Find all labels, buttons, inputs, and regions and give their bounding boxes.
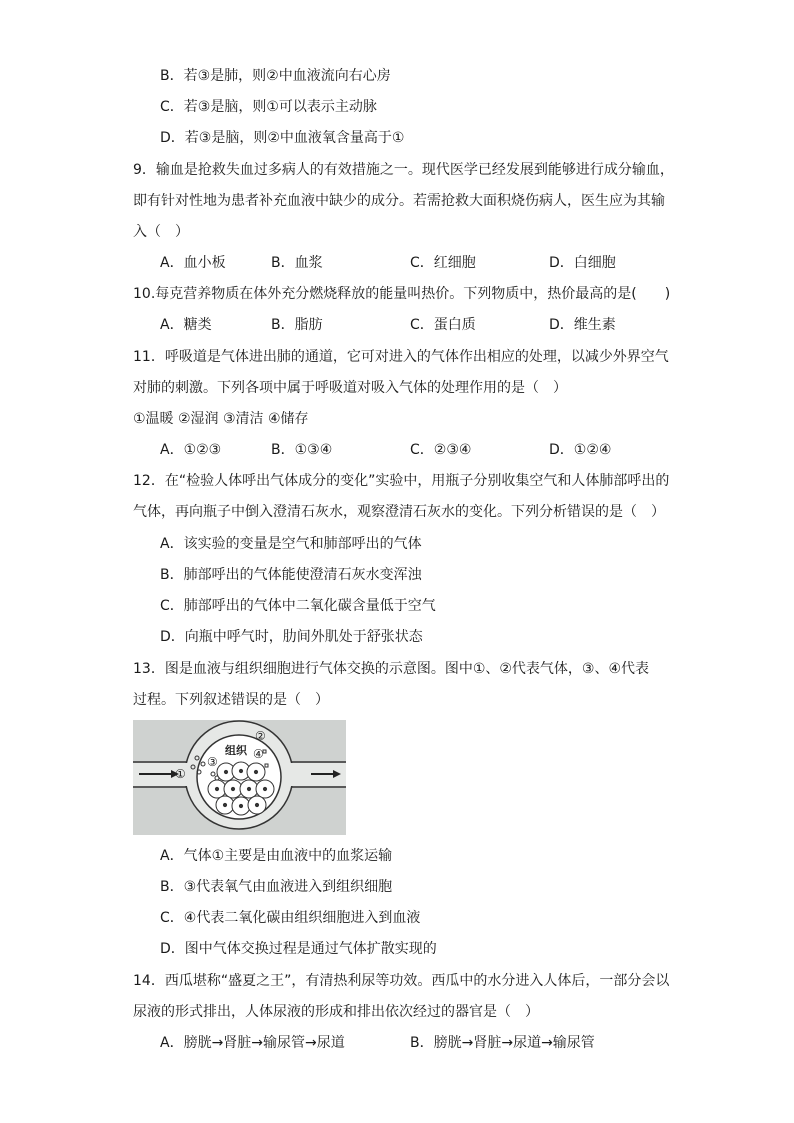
q9-options: [0, 253, 794, 273]
q9-stem-line2: 即有针对性地为患者补充血液中缺少的成分。若需抢救大面积烧伤病人，医生应为其输: [133, 193, 665, 209]
q10-stem: 10.每克营养物质在体外充分燃烧释放的能量叫热价。下列物质中，热价最高的是( ): [133, 286, 671, 302]
q13-stem-line1: 13．图是血液与组织细胞进行气体交换的示意图。图中①、②代表气体，③、④代表: [133, 661, 650, 677]
q14-option-a: A．膀胱→肾脏→输尿管→尿道: [160, 1035, 345, 1051]
q13-option-b: B．③代表氧气由血液进入到组织细胞: [160, 879, 393, 895]
q11-stem-line1: 11．呼吸道是气体进出肺的通道，它可对进入的气体作出相应的处理，以减少外界空气: [133, 349, 669, 365]
q11-option-c: C．②③④: [410, 442, 472, 458]
q13-option-a: A．气体①主要是由血液中的血浆运输: [160, 848, 393, 864]
label-tissue: 组织: [225, 744, 247, 757]
gas-exchange-diagram: [133, 720, 346, 835]
q9-stem-line3: 入（ ）: [133, 224, 189, 240]
q13-option-d: D．图中气体交换过程是通过气体扩散实现的: [160, 941, 437, 957]
label-gas-1: ①: [175, 767, 186, 781]
tissue-cells: [208, 762, 274, 815]
q8-option-c: C．若③是脑，则①可以表示主动脉: [160, 99, 377, 115]
q9-option-b: B．血浆: [271, 255, 323, 271]
q11-option-d: D．①②④: [549, 442, 612, 458]
q11-option-a: A．①②③: [160, 442, 222, 458]
q14-stem-line1: 14．西瓜堪称“盛夏之王”，有清热利尿等功效。西瓜中的水分进入人体后，一部分会以: [133, 973, 670, 989]
q8-option-d: D．若③是脑，则②中血液氧含量高于①: [160, 130, 405, 146]
q14-options: [0, 1033, 794, 1053]
q10-option-b: B．脂肪: [271, 317, 323, 333]
q11-choices: ①温暖 ②湿润 ③清洁 ④储存: [133, 411, 309, 427]
gas-exchange-figure: [133, 720, 346, 835]
label-process-3: ③: [207, 755, 218, 769]
q12-option-c: C．肺部呼出的气体中二氧化碳含量低于空气: [160, 598, 436, 614]
q9-option-a: A．血小板: [160, 255, 226, 271]
q12-option-d: D．向瓶中呼气时，肋间外肌处于舒张状态: [160, 629, 423, 645]
q14-option-b: B．膀胱→肾脏→尿道→输尿管: [410, 1035, 595, 1051]
q11-stem-line2: 对肺的刺激。下列各项中属于呼吸道对吸入气体的处理作用的是（ ）: [133, 380, 567, 396]
q9-option-d: D．白细胞: [549, 255, 616, 271]
q12-stem-line2: 气体，再向瓶子中倒入澄清石灰水，观察澄清石灰水的变化。下列分析错误的是（ ）: [133, 504, 665, 520]
q11-option-b: B．①③④: [271, 442, 333, 458]
q9-stem-line1: 9．输血是抢救失血过多病人的有效措施之一。现代医学已经发展到能够进行成分输血，: [133, 162, 674, 178]
q10-options: [0, 315, 794, 335]
q10-option-d: D．维生素: [549, 317, 616, 333]
q12-stem-line1: 12．在“检验人体呼出气体成分的变化”实验中，用瓶子分别收集空气和人体肺部呼出的: [133, 473, 670, 489]
q10-option-a: A．糖类: [160, 317, 212, 333]
q13-stem-line2: 过程。下列叙述错误的是（ ）: [133, 692, 329, 708]
q8-option-b: B．若③是肺，则②中血液流向右心房: [160, 68, 391, 84]
q14-stem-line2: 尿液的形式排出，人体尿液的形成和排出依次经过的器官是（ ）: [133, 1004, 539, 1020]
label-process-4: ④: [253, 747, 264, 761]
q11-options: [0, 440, 794, 460]
label-gas-2: ②: [255, 729, 266, 743]
q10-option-c: C．蛋白质: [410, 317, 476, 333]
q12-option-a: A．该实验的变量是空气和肺部呼出的气体: [160, 536, 422, 552]
q9-option-c: C．红细胞: [410, 255, 476, 271]
q13-option-c: C．④代表二氧化碳由组织细胞进入到血液: [160, 910, 421, 926]
q12-option-b: B．肺部呼出的气体能使澄清石灰水变浑浊: [160, 567, 422, 583]
